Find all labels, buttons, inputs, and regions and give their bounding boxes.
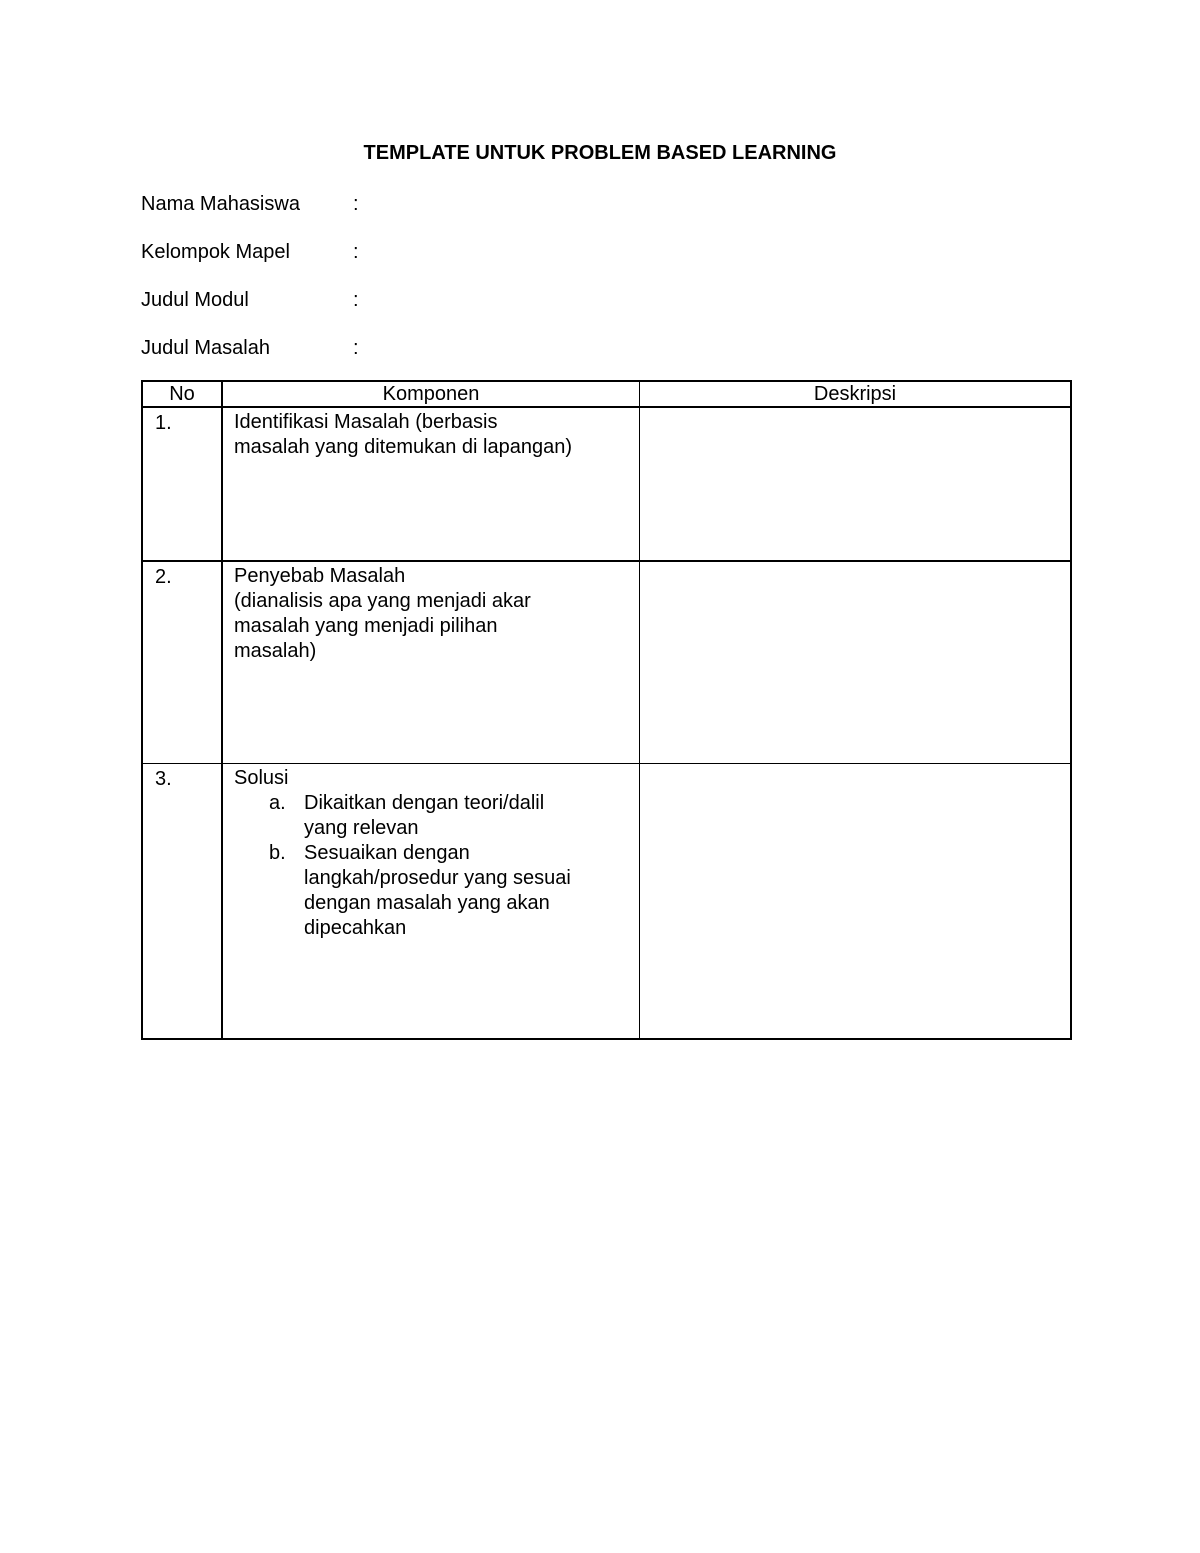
komponen-cell: [222, 561, 640, 764]
row-number: 1.: [142, 407, 222, 561]
sublist-marker: a.: [269, 792, 286, 814]
table-header-row: [142, 381, 1071, 407]
komponen-cell: [222, 407, 640, 561]
komponen-line: (dianalisis apa yang menjadi akar: [234, 590, 531, 612]
field-colon: :: [353, 337, 359, 359]
field-judul-modul: [141, 287, 359, 313]
row-number: 3.: [142, 764, 222, 1040]
komponen-line: masalah yang ditemukan di lapangan): [234, 436, 572, 458]
field-label: Kelompok Mapel: [141, 241, 290, 263]
field-label: Nama Mahasiswa: [141, 193, 300, 215]
table-row: [142, 561, 1071, 764]
header-no: No: [142, 381, 222, 407]
sublist-line: Sesuaikan dengan: [304, 842, 470, 864]
field-label: Judul Masalah: [141, 337, 270, 359]
komponen-line: Identifikasi Masalah (berbasis: [234, 411, 498, 433]
sublist-line: dipecahkan: [304, 917, 407, 939]
field-judul-masalah: [141, 335, 359, 361]
sublist-line: dengan masalah yang akan: [304, 892, 550, 914]
deskripsi-cell[interactable]: [640, 561, 1072, 764]
sublist-item: [234, 841, 629, 941]
deskripsi-cell[interactable]: [640, 764, 1072, 1040]
field-colon: :: [353, 193, 359, 215]
field-label: Judul Modul: [141, 289, 249, 311]
header-komponen: Komponen: [222, 381, 640, 407]
field-colon: :: [353, 289, 359, 311]
table-row: [142, 764, 1071, 1040]
sublist-line: Dikaitkan dengan teori/dalil: [304, 792, 545, 814]
row-number: 2.: [142, 561, 222, 764]
sublist-item: [234, 791, 629, 841]
solusi-sublist: [234, 791, 629, 941]
header-deskripsi: Deskripsi: [640, 381, 1072, 407]
sublist-marker: b.: [269, 842, 286, 864]
table-row: [142, 407, 1071, 561]
komponen-line: masalah): [234, 640, 317, 662]
deskripsi-cell[interactable]: [640, 407, 1072, 561]
komponen-line: Solusi: [234, 767, 289, 789]
field-colon: :: [353, 241, 359, 263]
komponen-cell: [222, 764, 640, 1040]
field-nama-mahasiswa: [141, 191, 359, 217]
pbl-table: [141, 380, 1072, 1040]
sublist-line: yang relevan: [304, 817, 419, 839]
page-title: TEMPLATE UNTUK PROBLEM BASED LEARNING: [363, 142, 837, 164]
field-kelompok-mapel: [141, 239, 359, 265]
komponen-line: masalah yang menjadi pilihan: [234, 615, 498, 637]
komponen-line: Penyebab Masalah: [234, 565, 406, 587]
sublist-line: langkah/prosedur yang sesuai: [304, 867, 571, 889]
